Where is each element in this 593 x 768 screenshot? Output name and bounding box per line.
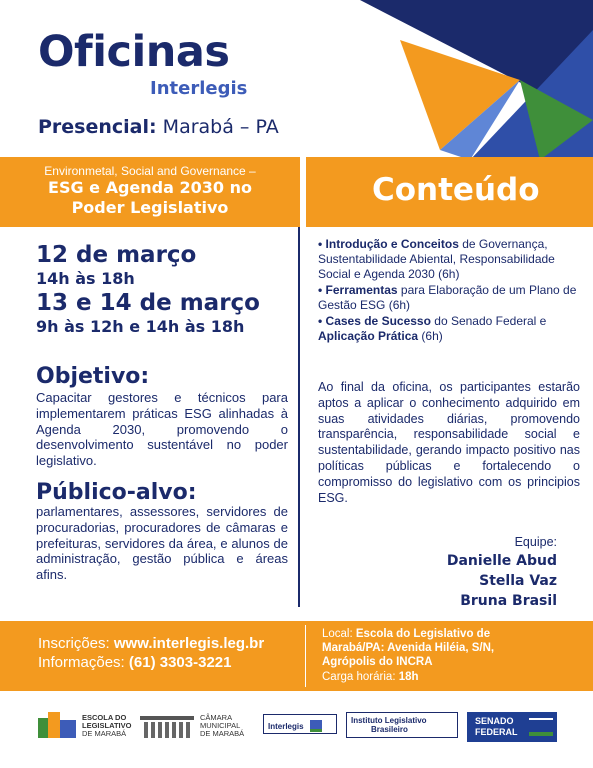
brand-logo	[38, 27, 248, 99]
team-member-1: Danielle Abud	[446, 553, 557, 569]
carga-line: Carga horária: 18h	[322, 671, 419, 683]
senado-text-1: SENADO	[475, 716, 514, 726]
brand-name: Oficinas	[38, 27, 230, 77]
escola-logo-text-1: ESCOLA DO	[82, 713, 127, 722]
objetivo-text: Capacitar gestores e técnicos para implementarem práticas ESG alinhadas à Agenda 2030, promovendo o desenvolvimento sustentável no poder legislativo.	[36, 390, 288, 469]
right-banner	[306, 157, 593, 227]
escola-logo-text-2: LEGISLATIVO	[82, 721, 132, 730]
escola-logo-icon	[38, 712, 76, 738]
informacoes-line: Informações: (61) 3303-3221	[38, 654, 232, 671]
objetivo-title: Objetivo:	[36, 364, 150, 389]
interlegis-icon	[310, 720, 322, 732]
inscricoes-line: Inscrições: www.interlegis.leg.br	[38, 635, 265, 652]
banner-line2: ESG e Agenda 2030 no	[48, 178, 252, 197]
phone-number: (61) 3303-3221	[128, 654, 232, 671]
local-line-2: Marabá/PA: Avenida Hiléia, S/N,	[322, 642, 495, 654]
interlegis-logo: Interlegis	[263, 714, 337, 734]
footer-divider	[305, 625, 306, 687]
date-1: 12 de março	[36, 242, 197, 268]
ilb-logo: Instituto Legislativo Brasileiro	[346, 712, 458, 738]
publico-title: Público-alvo:	[36, 480, 197, 505]
time-1: 14h às 18h	[36, 269, 135, 288]
date-2: 13 e 14 de março	[36, 290, 260, 316]
conteudo-title: Conteúdo	[372, 172, 540, 208]
partner-logos	[0, 700, 593, 768]
team-member-3: Bruna Brasil	[460, 593, 557, 609]
brand-subtitle: Interlegis	[150, 78, 248, 99]
team-label: Equipe:	[514, 535, 557, 549]
presencial-city: Marabá – PA	[162, 116, 279, 138]
banner-line1: Environmetal, Social and Governance –	[44, 164, 256, 178]
senado-text-2: FEDERAL	[475, 727, 518, 737]
inscricoes-link[interactable]: www.interlegis.leg.br	[113, 635, 265, 652]
list-item: • Ferramentas para Elaboração de um Plano de Gestão ESG (6h)	[318, 283, 577, 312]
conteudo-list	[318, 237, 580, 345]
camara-logo-text-1: CÂMARA	[200, 713, 233, 722]
column-divider	[298, 227, 300, 607]
camara-logo-icon	[140, 712, 194, 738]
left-banner	[0, 157, 300, 227]
presencial-line	[38, 116, 279, 138]
senado-emblem-icon	[529, 718, 553, 736]
local-line-3: Agrópolis do INCRA	[322, 656, 433, 668]
publico-text: parlamentares, assessores, servidores de procuradorias, procuradores de câmaras e prefeituras, servidores da área, e alunos de administração, gestão pública e áreas afins.	[36, 504, 288, 583]
conteudo-final-text: Ao final da oficina, os participantes estarão aptos a aplicar o conhecimento adquirido em suas atividades diárias, promovendo transparência, responsabilidade social e sustentabilidade, gerando impacto positivo nas políticas públicas e fortalecendo o compromisso do legislativo com os principios ESG.	[318, 380, 580, 505]
local-line-1: Local: Escola do Legislativo de	[322, 628, 491, 640]
team-member-2: Stella Vaz	[479, 573, 557, 589]
presencial-label: Presencial:	[38, 116, 157, 138]
camara-logo-text-2: MUNICIPAL	[200, 721, 241, 730]
escola-logo-text-3: DE MARABÁ	[82, 729, 127, 738]
list-item: • Introdução e Conceitos de Governança, Sustentabilidade Abiental, Responsabilidade Social e Agenda 2030 (6h)	[318, 237, 555, 281]
camara-logo-text-3: DE MARABÁ	[200, 729, 245, 738]
list-item: • Cases de Sucesso do Senado Federal e Aplicação Prática (6h)	[318, 314, 547, 343]
banner-line3: Poder Legislativo	[71, 198, 229, 217]
time-2: 9h às 12h e 14h às 18h	[36, 317, 245, 336]
senado-logo	[467, 712, 557, 742]
footer-info-bar	[0, 621, 593, 691]
